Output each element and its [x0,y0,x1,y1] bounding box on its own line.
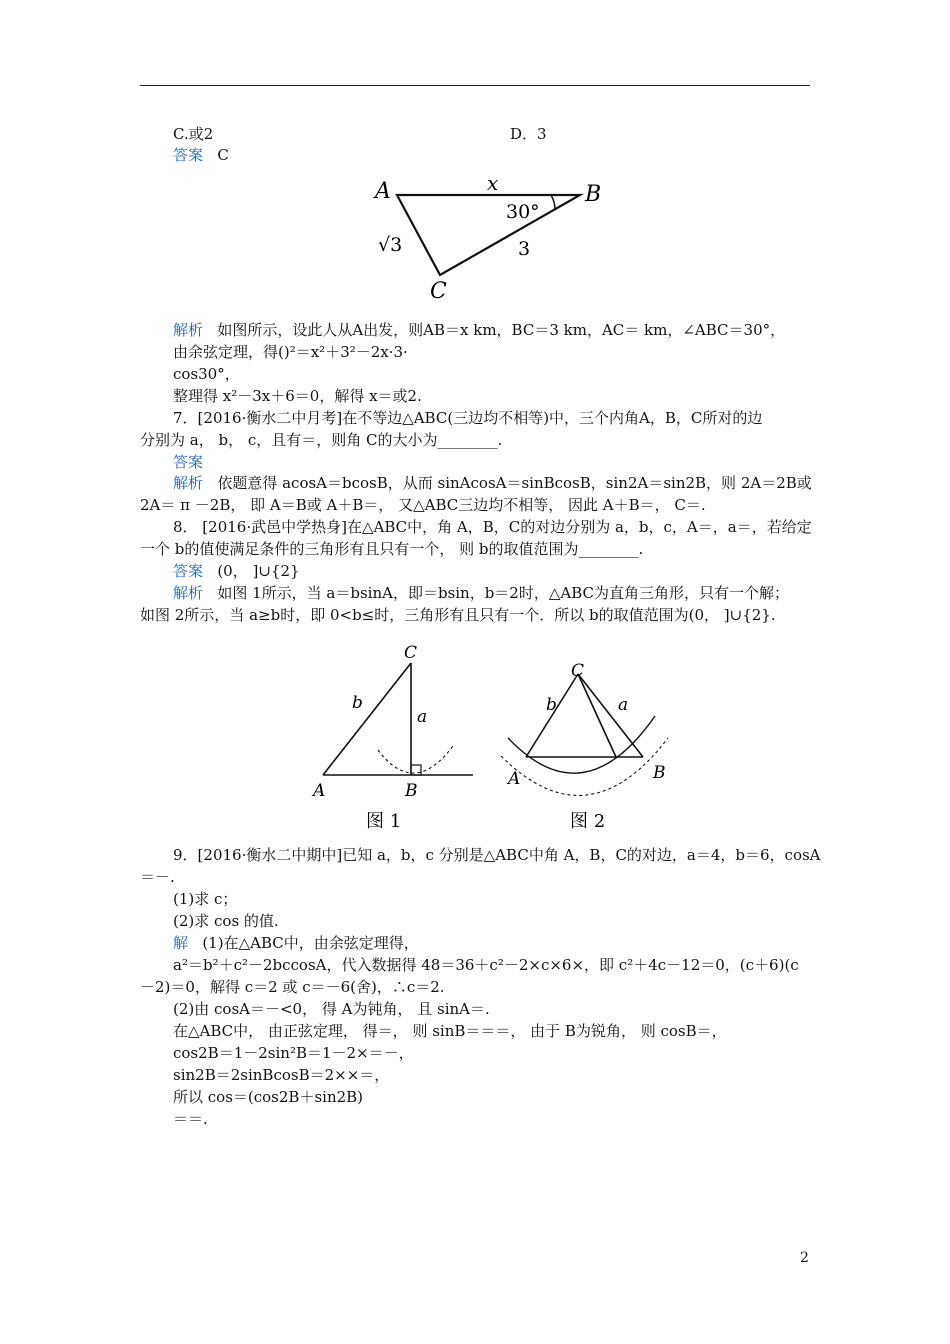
svg-text:a: a [618,695,629,715]
q9-solution-line3: －2)＝0，解得 c＝2 或 c＝－6(舍)，∴c＝2. [140,978,445,996]
triangle-shape [397,195,580,275]
solution-label: 解析 [173,321,204,339]
vertex-c: C [430,279,447,304]
page-number: 2 [800,1250,809,1266]
q9-part1: (1)求 c； [173,890,238,908]
q7-line2: 分别为 a， b， c，且有＝，则角 C的大小为________. [140,431,503,449]
q9-solution-line2: a²＝b²＋c²－2bccosA，代入数据得 48＝36＋c²－2×c×6×，即 c²＋4c－12＝0，(c＋6)(c [173,956,799,974]
q6-answer [173,145,229,165]
q6-solution-line4: 整理得 x²－3x＋6＝0，解得 x＝或2. [173,387,422,405]
q9-solution-line4: (2)由 cosA＝－<0， 得 A为钝角， 且 sinA＝. [173,1000,490,1018]
q9-solution-line1: 解 (1)在△ABC中，由余弦定理得， [173,934,419,952]
angle-label: 30° [506,201,540,223]
q7-solution-line1: 解析 依题意得 acosA＝bcosB，从而 sinAcosA＝sinBcosB，sin2A＝sin2B，则 2A＝2B或 [173,474,812,492]
q7-answer-label: 答案 [173,453,204,471]
figure-1 [311,643,473,832]
header-rule [140,85,810,86]
q8-solution-line2: 如图 2所示，当 a≥b时，即 0<b≤时，三角形有且只有一个．所以 b的取值范围为(0， ]∪{2}. [140,606,776,624]
svg-text:b: b [546,695,557,715]
figures-1-2 [298,638,688,838]
svg-text:A: A [508,769,521,789]
q8-line2: 一个 b的值使满足条件的三角形有且只有一个， 则 b的取值范围为________. [140,540,644,558]
q9-solution-line7: sin2B＝2sinBcosB＝2××＝， [173,1066,390,1084]
angle-arc [551,195,555,209]
svg-text:B: B [405,781,418,801]
triangle-figure [370,168,620,308]
q9-solution-line6: cos2B＝1－2sin²B＝1－2×＝－， [173,1044,414,1062]
q9-part2: (2)求 cos 的值. [173,912,279,930]
answer-label: 答案 [173,146,204,164]
svg-text:C: C [404,643,418,663]
svg-text:C: C [571,661,585,681]
svg-text:图 2: 图 2 [570,811,606,832]
q6-solution-line1: 解析 如图所示，设此人从A出发，则AB＝x km，BC＝3 km，AC＝ km，∠ABC＝30°， [173,321,786,339]
q9-solution-line8: 所以 cos＝(cos2B＋sin2B) [173,1088,364,1106]
option-d: D．3 [510,125,547,143]
side-ac-label: √3 [378,234,403,256]
q7-solution-line2: 2A＝ π －2B， 即 A＝B或 A＋B＝， 又△ABC三边均不相等， 因此 A＋B＝， C＝. [140,496,706,514]
svg-text:a: a [417,707,428,727]
q9-solution-line5: 在△ABC中， 由正弦定理， 得＝， 则 sinB＝＝＝， 由于 B为锐角， 则 cosB＝， [173,1022,727,1040]
svg-text:图 1: 图 1 [366,811,402,832]
side-bc-label: 3 [518,238,531,260]
answer-value: C [217,146,229,164]
q9-line1: 9．[2016·衡水二中期中]已知 a，b，c 分别是△ABC中角 A，B，C的对边，a＝4，b＝6，cosA [173,846,821,864]
vertex-a: A [375,179,391,204]
option-c: C.或2 [173,125,214,143]
svg-text:A: A [313,781,326,801]
q8-answer: 答案 (0， ]∪{2} [173,562,300,580]
figure-2 [501,661,668,832]
q9-line2: ＝－. [140,868,175,886]
q6-solution-line3: cos30°， [173,365,240,383]
q6-solution-line2: 由余弦定理，得()²＝x²＋3²－2x·3· [173,343,408,361]
q8-solution-line1: 解析 如图 1所示，当 a＝bsinA，即＝bsin，b＝2时，△ABC为直角三角形，只有一个解； [173,584,789,602]
q8-line1: 8． [2016·武邑中学热身]在△ABC中，角 A，B，C的对边分别为 a，b，c，A＝，a＝，若给定 [173,518,812,536]
vertex-b: B [585,182,602,207]
svg-text:B: B [653,763,666,783]
svg-text:b: b [352,693,363,713]
q9-solution-line9: ＝＝. [173,1110,208,1128]
q7-line1: 7．[2016·衡水二中月考]在不等边△ABC(三边均不相等)中，三个内角A，B，C所对的边 [173,409,763,427]
side-x-label: x [487,171,499,195]
